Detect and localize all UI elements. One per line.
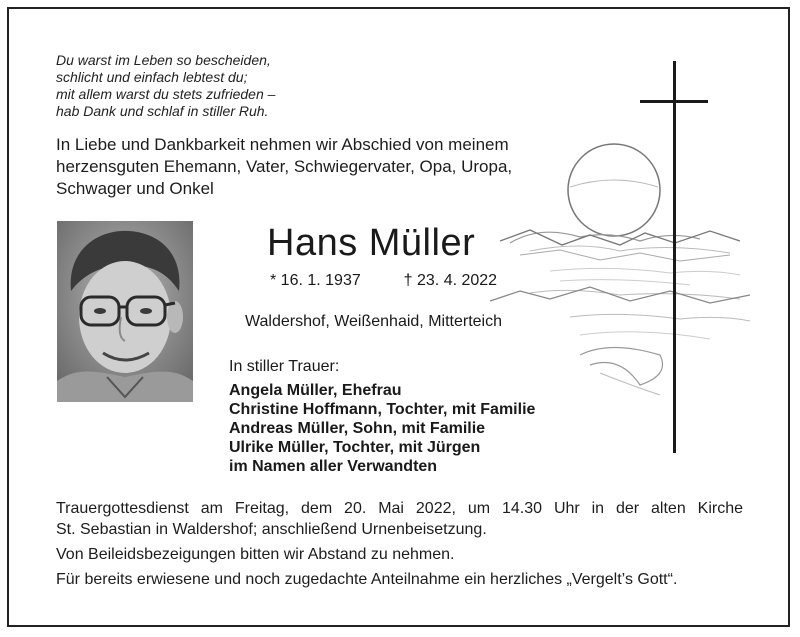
cross-icon	[673, 61, 676, 453]
portrait-photo	[57, 221, 193, 402]
mourner-item: Andreas Müller, Sohn, mit Familie	[229, 420, 486, 437]
poem-line: schlicht und einfach lebtest du;	[56, 69, 248, 85]
poem-line: Du warst im Leben so bescheiden,	[56, 52, 271, 68]
life-dates	[270, 272, 497, 290]
cross-landscape-illustration	[470, 55, 760, 475]
places: Waldershof, Weißenhaid, Mitterteich	[245, 313, 502, 330]
portrait-image	[57, 221, 193, 402]
footer-text	[56, 498, 743, 590]
poem-line: mit allem warst du stets zufrieden –	[56, 86, 276, 102]
deceased-name: Hans Müller	[267, 222, 476, 264]
thanks-note: Für bereits erwiesene und noch zugedachte Anteilnahme ein herzliches „Vergelt’s Gott“.	[56, 571, 678, 588]
mourner-item: Angela Müller, Ehefrau	[229, 382, 402, 399]
poem	[56, 52, 275, 120]
sun-icon	[568, 144, 660, 236]
death-date: † 23. 4. 2022	[403, 272, 498, 289]
mourner-item: im Namen aller Verwandten	[229, 458, 438, 475]
mourner-item: Ulrike Müller, Tochter, mit Jürgen	[229, 439, 481, 456]
poem-line: hab Dank und schlaf in stiller Ruh.	[56, 103, 269, 119]
condolence-note: Von Beileidsbezeigungen bitten wir Abstand zu nehmen.	[56, 546, 455, 563]
intro-line: In Liebe und Dankbarkeit nehmen wir Abschied von meinem	[56, 135, 509, 154]
service-line-2: St. Sebastian in Waldershof; anschließend Urnenbeisetzung.	[56, 521, 487, 538]
intro-line: Schwager und Onkel	[56, 179, 214, 198]
service-line-1: Trauergottesdienst am Freitag, dem 20. Mai 2022, um 14.30 Uhr in der alten Kirche	[56, 500, 743, 517]
cross-landscape-svg	[470, 55, 760, 475]
mourning-heading: In stiller Trauer:	[229, 358, 340, 375]
intro-line: herzensguten Ehemann, Vater, Schwiegervater, Opa, Uropa,	[56, 157, 513, 176]
mourner-item: Christine Hoffmann, Tochter, mit Familie	[229, 401, 536, 418]
birth-date: * 16. 1. 1937	[270, 272, 361, 289]
